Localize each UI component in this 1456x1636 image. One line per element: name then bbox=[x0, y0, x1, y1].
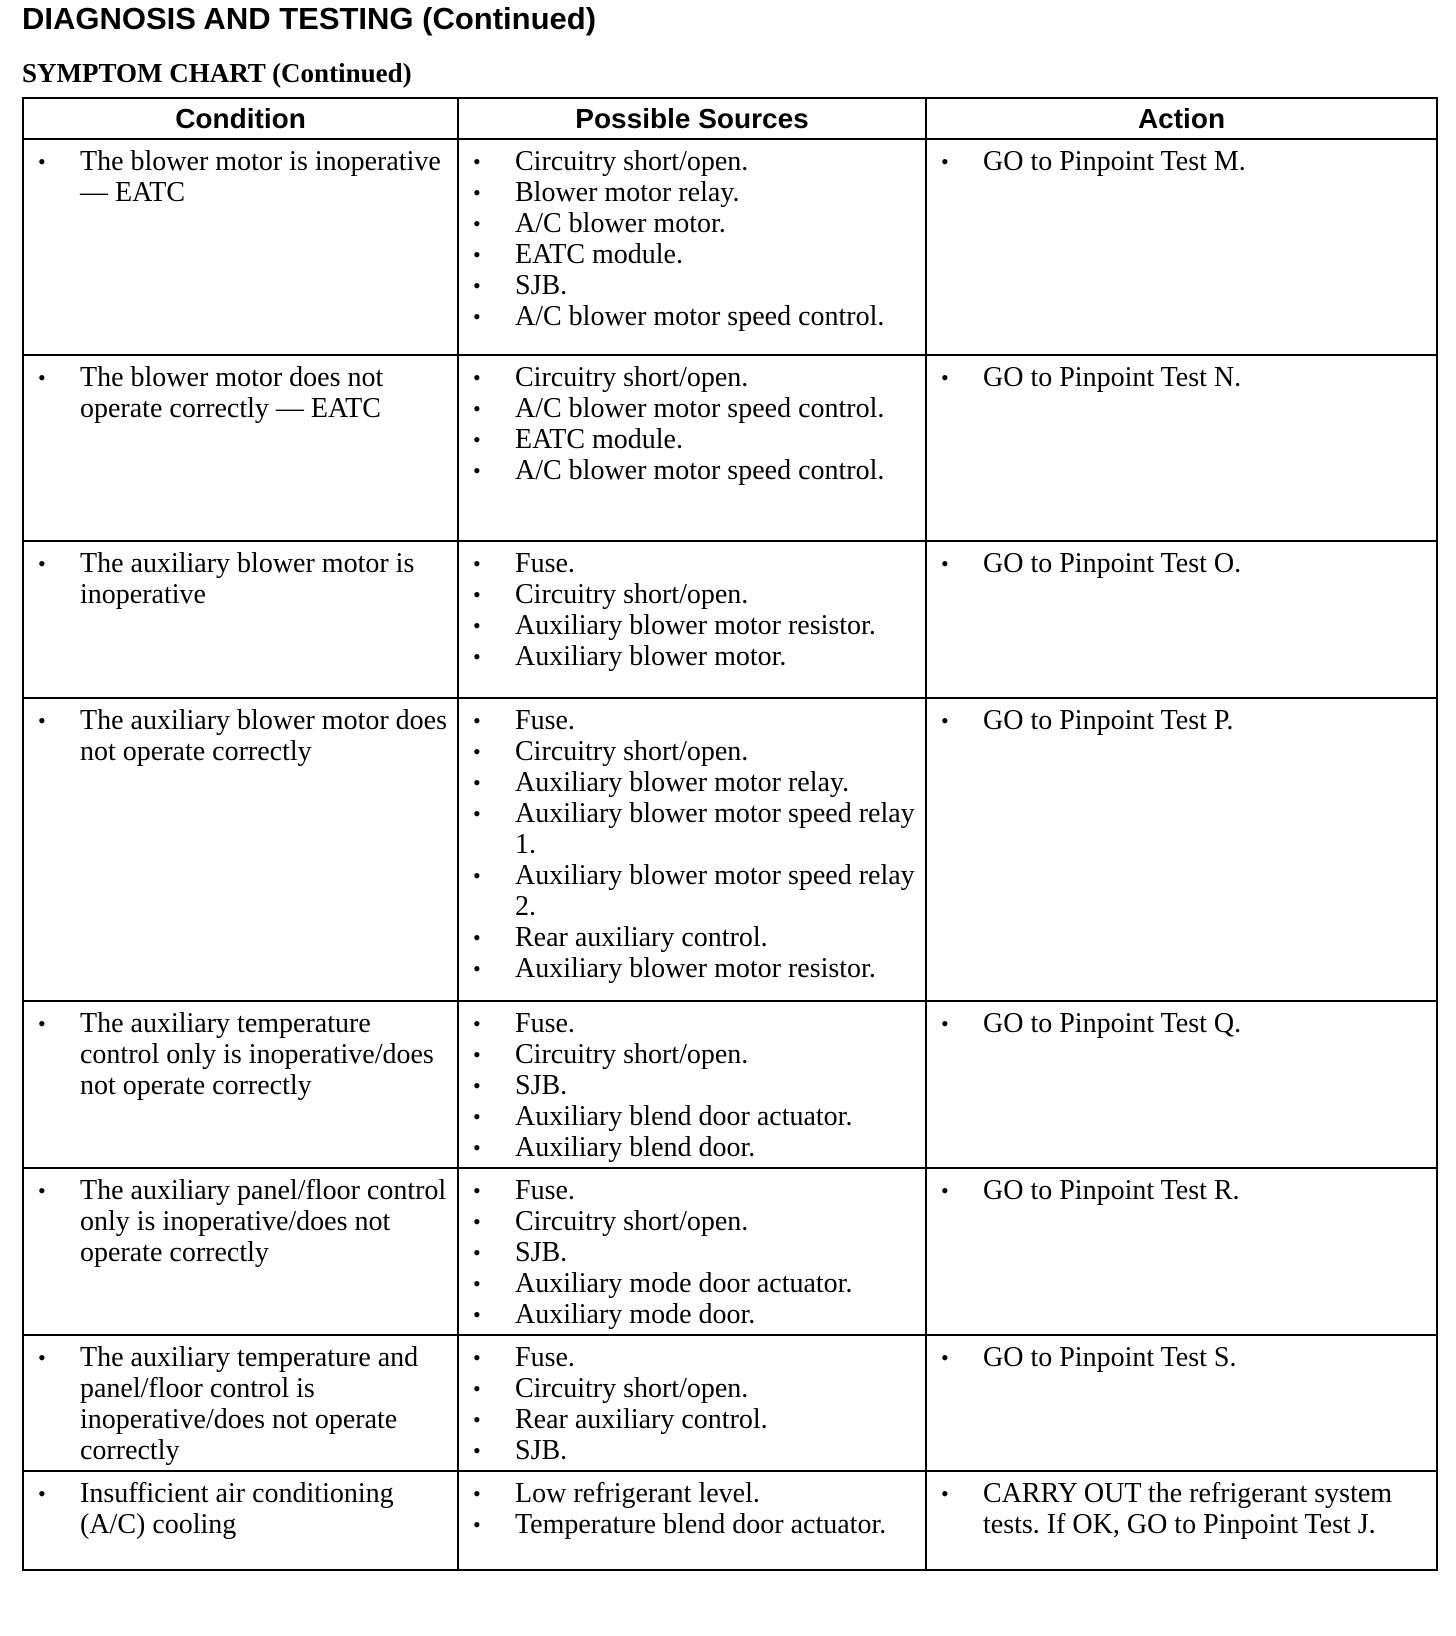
bullet-list bbox=[935, 1478, 1430, 1540]
list-item: • GO to Pinpoint Test N. bbox=[935, 362, 1430, 393]
action-cell bbox=[926, 698, 1437, 1001]
list-item: • Rear auxiliary control. bbox=[467, 1404, 919, 1435]
possible-sources-cell bbox=[458, 1471, 926, 1570]
list-item: • The auxiliary panel/floor control only is inoperative/does not operate correctly bbox=[32, 1175, 451, 1268]
table-row bbox=[23, 1001, 1437, 1168]
condition-cell bbox=[23, 1001, 458, 1168]
bullet-list bbox=[467, 548, 919, 672]
list-item: • Insufficient air conditioning (A/C) cooling bbox=[32, 1478, 451, 1540]
condition-cell bbox=[23, 355, 458, 541]
list-item: • Low refrigerant level. bbox=[467, 1478, 919, 1509]
list-item: • Auxiliary mode door actuator. bbox=[467, 1268, 919, 1299]
bullet-list bbox=[467, 146, 919, 332]
table-row bbox=[23, 541, 1437, 698]
bullet-list bbox=[32, 705, 451, 767]
list-item: • Auxiliary blend door. bbox=[467, 1132, 919, 1163]
list-item: • Fuse. bbox=[467, 548, 919, 579]
list-item: • EATC module. bbox=[467, 239, 919, 270]
list-item: • The auxiliary temperature control only is inoperative/does not operate correctly bbox=[32, 1008, 451, 1101]
bullet-list bbox=[467, 1342, 919, 1466]
bullet-list bbox=[935, 362, 1430, 393]
condition-cell bbox=[23, 698, 458, 1001]
list-item: • Circuitry short/open. bbox=[467, 1373, 919, 1404]
possible-sources-cell bbox=[458, 1335, 926, 1471]
list-item: • A/C blower motor speed control. bbox=[467, 455, 919, 486]
bullet-list bbox=[32, 1342, 451, 1466]
condition-cell bbox=[23, 1471, 458, 1570]
possible-sources-cell bbox=[458, 541, 926, 698]
list-item: • Blower motor relay. bbox=[467, 177, 919, 208]
list-item: • GO to Pinpoint Test R. bbox=[935, 1175, 1430, 1206]
list-item: • Auxiliary blower motor speed relay 1. bbox=[467, 798, 919, 860]
list-item: • Circuitry short/open. bbox=[467, 1206, 919, 1237]
list-item: • The auxiliary temperature and panel/floor control is inoperative/does not operate correctly bbox=[32, 1342, 451, 1466]
bullet-list bbox=[32, 548, 451, 610]
list-item: • GO to Pinpoint Test M. bbox=[935, 146, 1430, 177]
list-item: • Rear auxiliary control. bbox=[467, 922, 919, 953]
action-cell bbox=[926, 541, 1437, 698]
list-item: • The blower motor does not operate correctly — EATC bbox=[32, 362, 451, 424]
action-cell bbox=[926, 1335, 1437, 1471]
bullet-list bbox=[467, 705, 919, 984]
possible-sources-cell bbox=[458, 1001, 926, 1168]
bullet-list bbox=[467, 1478, 919, 1540]
list-item: • Temperature blend door actuator. bbox=[467, 1509, 919, 1540]
list-item: • GO to Pinpoint Test S. bbox=[935, 1342, 1430, 1373]
section-title: SYMPTOM CHART (Continued) bbox=[22, 58, 412, 88]
table-row bbox=[23, 1471, 1437, 1570]
list-item: • A/C blower motor speed control. bbox=[467, 301, 919, 332]
list-item: • SJB. bbox=[467, 270, 919, 301]
bullet-list bbox=[32, 1478, 451, 1540]
list-item: • Circuitry short/open. bbox=[467, 736, 919, 767]
list-item: • Auxiliary blower motor. bbox=[467, 641, 919, 672]
bullet-list bbox=[935, 1175, 1430, 1206]
table-row bbox=[23, 139, 1437, 355]
list-item: • A/C blower motor speed control. bbox=[467, 393, 919, 424]
action-cell bbox=[926, 1168, 1437, 1335]
table-row bbox=[23, 355, 1437, 541]
list-item: • Auxiliary blower motor resistor. bbox=[467, 953, 919, 984]
list-item: • GO to Pinpoint Test Q. bbox=[935, 1008, 1430, 1039]
bullet-list bbox=[32, 146, 451, 208]
list-item: • Circuitry short/open. bbox=[467, 1039, 919, 1070]
list-item: • The blower motor is inoperative — EATC bbox=[32, 146, 451, 208]
page-header: DIAGNOSIS AND TESTING (Continued) bbox=[22, 1, 597, 36]
condition-cell bbox=[23, 1168, 458, 1335]
list-item: • EATC module. bbox=[467, 424, 919, 455]
list-item: • Circuitry short/open. bbox=[467, 146, 919, 177]
list-item: • Auxiliary mode door. bbox=[467, 1299, 919, 1330]
list-item: • The auxiliary blower motor is inoperative bbox=[32, 548, 451, 610]
action-cell bbox=[926, 1471, 1437, 1570]
bullet-list bbox=[935, 705, 1430, 736]
symptom-chart-table bbox=[22, 97, 1438, 1571]
bullet-list bbox=[32, 362, 451, 424]
condition-cell bbox=[23, 139, 458, 355]
list-item: • Fuse. bbox=[467, 1008, 919, 1039]
possible-sources-cell bbox=[458, 139, 926, 355]
bullet-list bbox=[467, 1008, 919, 1163]
list-item: • Fuse. bbox=[467, 705, 919, 736]
table-row bbox=[23, 1168, 1437, 1335]
column-header-condition: Condition bbox=[23, 98, 458, 139]
list-item: • Circuitry short/open. bbox=[467, 362, 919, 393]
list-item: • Auxiliary blend door actuator. bbox=[467, 1101, 919, 1132]
bullet-list bbox=[935, 1342, 1430, 1373]
bullet-list bbox=[935, 146, 1430, 177]
possible-sources-cell bbox=[458, 1168, 926, 1335]
action-cell bbox=[926, 1001, 1437, 1168]
bullet-list bbox=[935, 1008, 1430, 1039]
table-row bbox=[23, 698, 1437, 1001]
condition-cell bbox=[23, 1335, 458, 1471]
condition-cell bbox=[23, 541, 458, 698]
list-item: • GO to Pinpoint Test O. bbox=[935, 548, 1430, 579]
table-row bbox=[23, 1335, 1437, 1471]
possible-sources-cell bbox=[458, 355, 926, 541]
list-item: • A/C blower motor. bbox=[467, 208, 919, 239]
action-cell bbox=[926, 355, 1437, 541]
list-item: • Auxiliary blower motor relay. bbox=[467, 767, 919, 798]
list-item: • SJB. bbox=[467, 1237, 919, 1268]
action-cell bbox=[926, 139, 1437, 355]
bullet-list bbox=[467, 362, 919, 486]
column-header-action: Action bbox=[926, 98, 1437, 139]
bullet-list bbox=[935, 548, 1430, 579]
header-row bbox=[23, 98, 1437, 139]
chart-body bbox=[23, 139, 1437, 1570]
list-item: • SJB. bbox=[467, 1435, 919, 1466]
possible-sources-cell bbox=[458, 698, 926, 1001]
bullet-list bbox=[32, 1175, 451, 1268]
column-header-possible-sources: Possible Sources bbox=[458, 98, 926, 139]
bullet-list bbox=[467, 1175, 919, 1330]
bullet-list bbox=[32, 1008, 451, 1101]
list-item: • Fuse. bbox=[467, 1175, 919, 1206]
list-item: • CARRY OUT the refrigerant system tests. If OK, GO to Pinpoint Test J. bbox=[935, 1478, 1430, 1540]
list-item: • Fuse. bbox=[467, 1342, 919, 1373]
list-item: • Circuitry short/open. bbox=[467, 579, 919, 610]
list-item: • The auxiliary blower motor does not operate correctly bbox=[32, 705, 451, 767]
list-item: • SJB. bbox=[467, 1070, 919, 1101]
list-item: • GO to Pinpoint Test P. bbox=[935, 705, 1430, 736]
list-item: • Auxiliary blower motor speed relay 2. bbox=[467, 860, 919, 922]
list-item: • Auxiliary blower motor resistor. bbox=[467, 610, 919, 641]
